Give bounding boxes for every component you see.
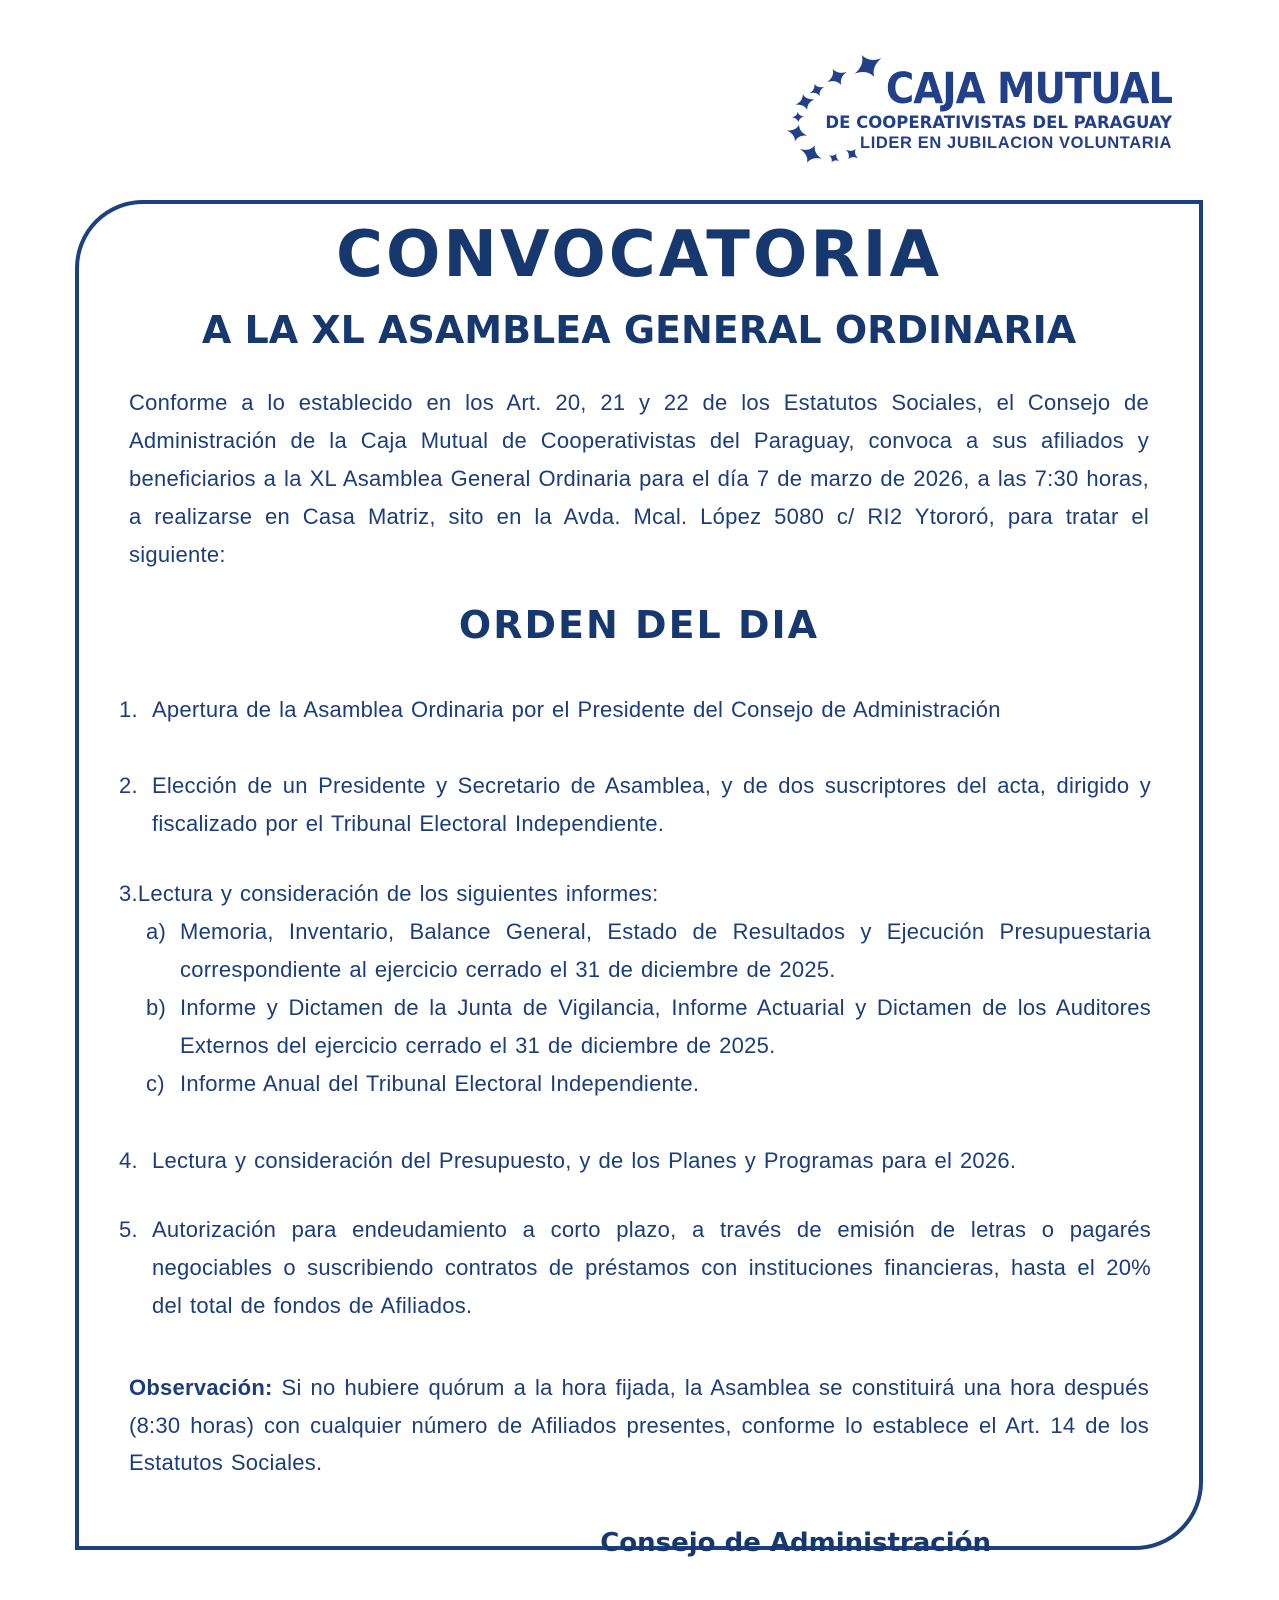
agenda-subitem-b [146, 989, 1151, 1065]
agenda-subitem-a [146, 913, 1151, 989]
subitem-text: Informe y Dictamen de la Junta de Vigilancia, Informe Actuarial y Dictamen de los Auditores Externos del ejercicio cerrado el 31 de diciembre de 2025. [180, 994, 1151, 1058]
subitem-letter: c) [146, 1070, 165, 1096]
observation-paragraph [129, 1369, 1149, 1482]
agenda-item-1 [119, 691, 1151, 729]
page-subtitle: A LA XL ASAMBLEA GENERAL ORDINARIA [201, 308, 1077, 353]
caja-mutual-logo [776, 42, 1172, 166]
logo-text-block [825, 64, 1172, 153]
signature: Consejo de Administración [600, 1528, 991, 1559]
item-text: Lectura y consideración de los siguientes informes: [137, 881, 659, 907]
subitem-letter: b) [146, 994, 167, 1020]
agenda-subitems [146, 913, 1151, 1102]
subitem-letter: a) [146, 919, 167, 945]
agenda-item-3 [119, 875, 1151, 1102]
item-text: Autorización para endeudamiento a corto plazo, a través de emisión de letras o pagarés negociables o suscribiendo contratos de préstamos con instituciones financieras, hasta el 20% del total de fondos de Afiliados. [152, 1217, 1151, 1318]
agenda-list [119, 691, 1151, 1325]
subitem-text: Informe Anual del Tribunal Electoral Independiente. [180, 1070, 700, 1096]
intro-paragraph: Conforme a lo establecido en los Art. 20, 21 y 22 de los Estatutos Sociales, el Consejo de Administración de la Caja Mutual de Cooperativistas del Paraguay, convoca a sus afiliados y beneficiarios a la XL Asamblea General Ordinaria para el día 7 de marzo de 2026, a las 7:30 horas, a realizarse en Casa Matriz, sito en la Avda. Mcal. López 5080 c/ RI2 Ytororó, para tratar el siguiente: [129, 390, 1149, 567]
agenda-item-2 [119, 767, 1151, 843]
observation-text: Si no hubiere quórum a la hora fijada, la Asamblea se constituirá una hora después (8:30 horas) con cualquier número de Afiliados presentes, conforme lo establece el Art. 14 de los Estatutos Sociales. [129, 1374, 1149, 1476]
agenda-item-5 [119, 1211, 1151, 1324]
agenda-item-4 [119, 1142, 1151, 1180]
item-text: Apertura de la Asamblea Ordinaria por el Presidente del Consejo de Administración [152, 696, 1001, 722]
item-number: 5. [119, 1217, 138, 1243]
item-number: 1. [119, 696, 138, 722]
document-frame [75, 200, 1203, 1559]
item-number: 4. [119, 1148, 138, 1174]
logo-tagline-1: DE COOPERATIVISTAS DEL PARAGUAY [825, 113, 1172, 132]
agenda-item-3-heading [119, 875, 1151, 913]
logo-tagline-2: LIDER EN JUBILACION VOLUNTARIA [860, 134, 1172, 153]
agenda-title: ORDEN DEL DIA [458, 603, 820, 648]
page-title: CONVOCATORIA [336, 218, 942, 292]
item-number: 3. [119, 881, 138, 907]
logo-brand-name: CAJA MUTUAL [885, 64, 1172, 114]
item-number: 2. [119, 772, 138, 798]
subitem-text: Memoria, Inventario, Balance General, Estado de Resultados y Ejecución Presupuestaria correspondiente al ejercicio cerrado el 31 de diciembre de 2025. [180, 919, 1151, 983]
observation-label: Observación: [129, 1374, 273, 1400]
item-text: Elección de un Presidente y Secretario de Asamblea, y de dos suscriptores del acta, dirigido y fiscalizado por el Tribunal Electoral Independiente. [152, 772, 1151, 836]
agenda-subitem-c [146, 1065, 1151, 1103]
item-text: Lectura y consideración del Presupuesto, y de los Planes y Programas para el 2026. [152, 1148, 1017, 1174]
